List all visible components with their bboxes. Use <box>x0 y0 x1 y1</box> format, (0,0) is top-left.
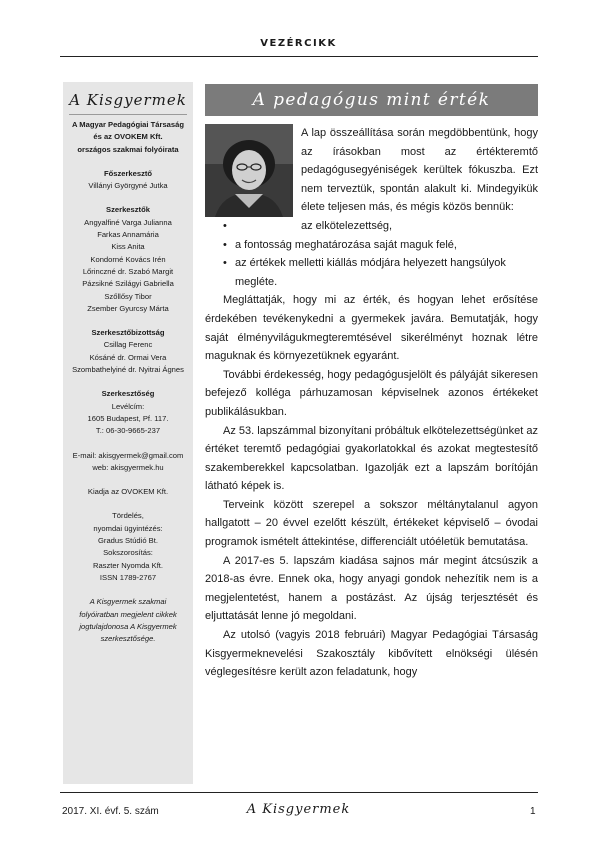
published-by: Kiadja az OVOKEM Kft. <box>87 487 169 497</box>
production-line: ISSN 1789-2767 <box>99 572 157 582</box>
production-line: Tördelés, <box>112 511 144 521</box>
board-heading: Szerkesztőbizottság <box>91 328 165 338</box>
editor-name: Angyalfiné Varga Julianna <box>84 217 172 227</box>
page-number: 1 <box>530 806 536 817</box>
web-text: web: akisgyermek.hu <box>92 462 164 472</box>
article-paragraph: További érdekesség, hogy pedagógusjelölt és pályáját sikeresen befejező kolléga párhuzamosan képviselnek azonos értékeket publikálásukban. <box>205 368 538 418</box>
chief-editor-name: Villányi Györgyné Jutka <box>88 181 168 191</box>
editor-name: Pázsikné Szilágyi Gabriella <box>82 279 174 289</box>
article-paragraph: Az 53. lapszámmal bizonyítani próbáltuk elkötelezettségünket az értéket teremtő pedagógiai gyakorlatokkal és azokat megtestesítő szakemberekkel kapcsolatban. Igazolják ezt a lapszám borítóján látható képek is. <box>205 424 538 493</box>
article-title: A pedagógus mint érték <box>205 84 538 116</box>
editor-name: Kondorné Kovács Irén <box>90 254 166 264</box>
issue-info: 2017. XI. évf. 5. szám <box>62 806 159 817</box>
list-item: • az elkötelezettség, <box>205 217 538 236</box>
list-item: • az értékek melletti kiállás módjára helyezett hangsúlyok megléte. <box>205 254 538 291</box>
article-paragraph: Az utolsó (vagyis 2018 februári) Magyar Pedagógiai Társaság Kisgyermeknevelési Szakosztály kibővített elnökségi ülésén véglegesítésre került azon feladatunk, hogy <box>205 629 538 679</box>
office-line: T.: 06-30-9665-237 <box>95 426 161 436</box>
board-member: Kósáné dr. Ormai Vera <box>89 352 167 362</box>
section-label: VEZÉRCIKK <box>260 38 337 49</box>
article-paragraph: A lap összeállítása során megdöbbentünk, hogy az írásokban most az értékteremtő pedagógusegyéniségek kerültek fókuszba. Ezt nem terveztük, spontán alakult ki. Mindegyikük élete teljesen más, és mégis közös bennük: <box>301 127 538 214</box>
masthead-sidebar <box>63 82 193 784</box>
portrait-illustration <box>205 124 293 217</box>
board-member: Szombathelyiné dr. Nyitrai Ágnes <box>72 365 184 375</box>
board-member: Csillag Ferenc <box>103 340 153 350</box>
footer-rule <box>60 792 538 793</box>
email-text: E-mail: akisgyermek@gmail.com <box>72 450 184 460</box>
chief-editor-heading: Főszerkesztő <box>103 168 153 178</box>
editor-name: Lőrinczné dr. Szabó Margit <box>82 266 174 276</box>
production-line: nyomdai ügyintézés: <box>93 523 163 533</box>
editors-heading: Szerkesztők <box>106 205 150 215</box>
article-paragraph: Megláttatják, hogy mi az érték, és hogyan lehet erősítése érdekében tevékenykedni a gyermekek javára. Bemutatják, hogy saját élményvilágukmegteremtésével sikerélményt hoznak létre maguknak és környezetüknek egyaránt. <box>205 294 538 363</box>
header-rule <box>60 56 538 57</box>
editor-name: Zsember Gyurcsy Márta <box>87 303 169 313</box>
office-line: 1605 Budapest, Pf. 117. <box>87 413 169 423</box>
copyright-line: A Kisgyermek szakmai <box>89 597 167 607</box>
office-heading: Szerkesztőség <box>101 389 155 399</box>
editor-name: Farkas Annamária <box>97 230 159 240</box>
office-line: Levélcím: <box>111 401 145 411</box>
copyright-line: szerkesztősége. <box>100 634 156 644</box>
publisher-line: országos szakmai folyóirata <box>77 144 179 154</box>
copyright-line: jogtulajdonosa A Kisgyermek <box>79 621 177 631</box>
sidebar-divider <box>69 114 187 115</box>
production-line: Gradus Stúdió Bt. <box>98 536 158 546</box>
sidebar-logo: A Kisgyermek <box>69 91 187 109</box>
editor-name: Szőllősy Tibor <box>104 291 152 301</box>
footer-brand: A Kisgyermek <box>246 802 351 817</box>
publisher-line: A Magyar Pedagógiai Társaság <box>72 120 184 129</box>
author-photo <box>205 124 293 217</box>
editor-name: Kiss Anita <box>111 242 145 252</box>
production-line: Raszter Nyomda Kft. <box>92 560 164 570</box>
production-line: Sokszorosítás: <box>103 548 153 558</box>
copyright-line: folyóiratban megjelent cikkek <box>79 609 177 619</box>
article-paragraph: A 2017-es 5. lapszám kiadása sajnos már megint átcsúszik a 2018-as évre. Ennek oka, hogy anyagi gondok nehezítik nem is a megjelentetést, hanem a postázást. Az újság terjesztését és eljuttatását lenne jó megoldani. <box>205 554 538 623</box>
publisher-line: és az OVOKEM Kft. <box>93 132 163 142</box>
value-list <box>205 217 538 291</box>
article-paragraph: Terveink között szerepel a sokszor méltánytalanul agyon hallgatott – 20 évvel ezelőtt készült, értékeket képviselő – óvodai programok ismételt áttekintése, differenciált utóéletük bemutatása. <box>205 498 538 549</box>
list-item: • a fontosság meghatározása saját maguk felé, <box>205 236 538 255</box>
